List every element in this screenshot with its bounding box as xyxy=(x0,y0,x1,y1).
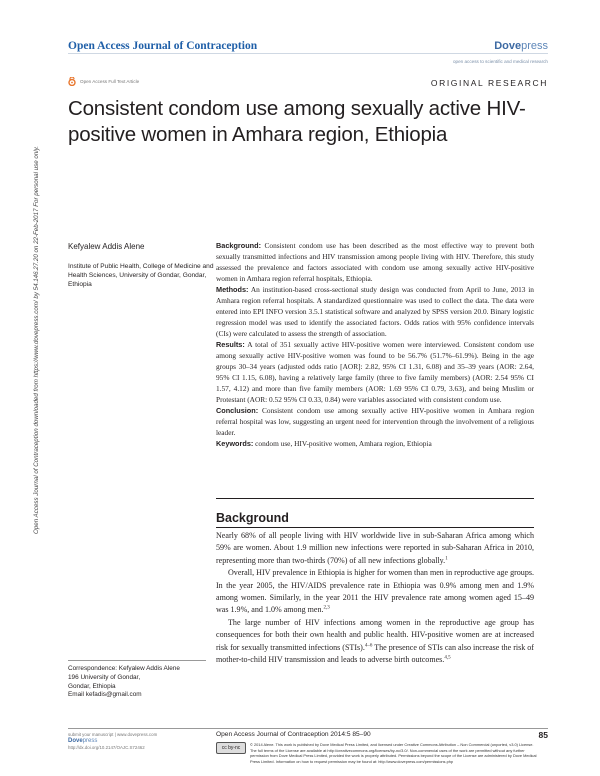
abstract-keywords xyxy=(216,438,534,449)
citation: 4–6 xyxy=(364,642,373,648)
publisher-tagline: open access to scientific and medical research xyxy=(453,59,548,64)
publisher-logo-bold: Dove xyxy=(494,40,522,52)
footer-divider xyxy=(68,728,548,729)
section-heading: Background xyxy=(216,511,289,525)
abstract-background xyxy=(216,240,534,284)
creative-commons-badge[interactable]: cc by-nc xyxy=(216,742,246,754)
abstract-keywords-text: condom use, HIV-positive women, Amhara region, Ethiopia xyxy=(255,439,432,448)
abstract-results-text: A total of 351 sexually active HIV-positive women were interviewed. Consistent condom use among sexually active HIV-positive women was found to be 56.7% (51.7%–61.9%). Being in the age groups 30–34 years (adjusted odds ratio [AOR]: 2.82, 95% CI 1.31, 6.08) and 35–39 years (AOR: 2.64, 95% CI 1.15, 6.08), having a relatively large family (three to five family members) (AOR: 2.54 95% CI 1.57, 4.12) and more than five family members (AOR: 1.69 95% CI 0.79, 3.63), and being Muslim or Protestant (AOR: 0.52 95% CI 0.33, 0.84) were variables associated with consistent condom use. xyxy=(216,340,535,404)
footer-publisher-bold: Dove xyxy=(68,738,83,745)
body-paragraph-2-text: Overall, HIV prevalence in Ethiopia is higher for women than men in reproductive age groups. In the year 2005, the HIV/AIDS prevalence rate in Ethiopia was 0.9% among men and 1.9% among women. Similarly, in the year 2011 the HIV prevalence rate among women aged 15–49 was 1.9%, and 1.0% among men. xyxy=(216,568,534,615)
body-paragraph-3 xyxy=(216,617,534,667)
open-access-label: Open Access Full Text Article xyxy=(80,79,140,84)
abstract-background-text: Consistent condom use has been described as the most effective way to prevent both sexually transmitted infections and HIV transmission among people living with HIV. Therefore, this study assessed the prevalence and factors associated with condom use among sexually active HIV-positive women in Amhara region referral hospitals, Ethiopia. xyxy=(216,241,535,283)
journal-title: Open Access Journal of Contraception xyxy=(68,40,258,52)
correspondence-divider xyxy=(68,660,206,661)
abstract-conclusion-text: Consistent condom use among sexually active HIV-positive women in Amhara region referral hospital was low, suggesting an urgent need for intervention through the involvement of a religious leader. xyxy=(216,406,534,437)
citation: 2,3 xyxy=(323,605,330,611)
correspondence xyxy=(68,665,208,700)
body-paragraph-2 xyxy=(216,567,534,617)
correspondence-name: Correspondence: Kefyalew Addis Alene xyxy=(68,665,180,672)
article-type: ORIGINAL RESEARCH xyxy=(430,78,548,88)
correspondence-address-1: 196 University of Gondar, xyxy=(68,673,141,681)
body-paragraph-1 xyxy=(216,530,534,567)
abstract-keywords-label: Keywords: xyxy=(216,439,254,448)
abstract xyxy=(216,240,534,449)
abstract-conclusion-label: Conclusion: xyxy=(216,406,259,415)
article-title: Consistent condom use among sexually active HIV-positive women in Amhara region, Ethiopia xyxy=(68,97,526,146)
abstract-methods-label: Methods: xyxy=(216,285,249,294)
download-note-text: Open Access Journal of Contraception downloaded from https://www.dovepress.com/ by 54.146.27.20 on 22-Feb-2017 For personal use only. xyxy=(33,146,40,534)
citation: 4,5 xyxy=(444,655,451,661)
header-divider xyxy=(68,53,548,54)
body-paragraph-3b-text: The presence of STIs can also increase the risk of mother-to-child HIV transmission and leads to adverse birth outcomes. xyxy=(216,642,534,665)
open-access-icon xyxy=(68,77,76,86)
footer-left xyxy=(68,732,157,751)
doi-link[interactable]: http://dx.doi.org/10.2147/OAJC.S72462 xyxy=(68,744,145,750)
abstract-divider xyxy=(216,498,534,499)
abstract-conclusion xyxy=(216,405,534,438)
body-paragraph-3a-text: The large number of HIV infections among women in the reproductive age group has consequences for both their own health and public health. HIV-positive women are at increased risk for sexually transmitted infections (STIs). xyxy=(216,617,534,652)
publisher-logo xyxy=(494,40,548,52)
body-paragraph-1-text: Nearly 68% of all people living with HIV worldwide live in sub-Saharan Africa among which 59% are women. About 1.9 million new infections were reported in sub-Saharan Africa in 2010, representing more than two-thirds (70%) of all new infections globally. xyxy=(216,531,534,565)
abstract-results-label: Results: xyxy=(216,340,245,349)
author-affiliation: Institute of Public Health, College of Medicine and Health Sciences, University of Gondar, Gondar, Ethiopia xyxy=(68,263,214,288)
abstract-results xyxy=(216,339,534,405)
submit-link[interactable]: submit your manuscript | www.dovepress.com xyxy=(68,732,158,737)
section-divider xyxy=(216,527,534,528)
author-name: Kefyalew Addis Alene xyxy=(68,242,145,251)
footer-publisher-rest: press xyxy=(82,738,98,745)
journal-reference: Open Access Journal of Contraception 2014:5 85–90 xyxy=(216,731,371,738)
publisher-logo-rest: press xyxy=(521,40,548,52)
page-number: 85 xyxy=(538,730,548,740)
abstract-methods-text: An institution-based cross-sectional study design was conducted from April to June, 2013 in Amhara region referral hospitals. A standardized questionnaire was used to collect the data. The data were entered into EPI INFO version 3.5.1 statistical software and analyzed by SPSS version 20.0. Binary logistic regression model was used to identify the associated factors. Odds ratios with 95% confidence intervals (CIs) were calculated to assess the strength of association. xyxy=(216,285,534,338)
correspondence-email[interactable]: Email kefadis@gmail.com xyxy=(68,691,142,699)
correspondence-address-2: Gondar, Ethiopia xyxy=(68,682,116,690)
license-text: © 2014 Alene. This work is published by Dove Medical Press Limited, and licensed under Creative Commons Attribution – Non Commercial (unported, v3.0) License. The full terms of the License are available at http://creativecommons.org/licenses/by-nc/3.0/. Non-commercial uses of the work are permitted without any further permission from Dove Medical Press Limited, provided the work is properly attributed. Permissions beyond the scope of the License are administered by Dove Medical Press Limited. Information on how to request permission may be found at: http://www.dovepress.com/permissions.php xyxy=(250,742,537,764)
body-text xyxy=(216,530,534,666)
abstract-methods xyxy=(216,284,534,339)
download-note xyxy=(33,140,42,540)
citation: 1 xyxy=(445,556,448,562)
abstract-background-label: Background: xyxy=(216,241,261,250)
